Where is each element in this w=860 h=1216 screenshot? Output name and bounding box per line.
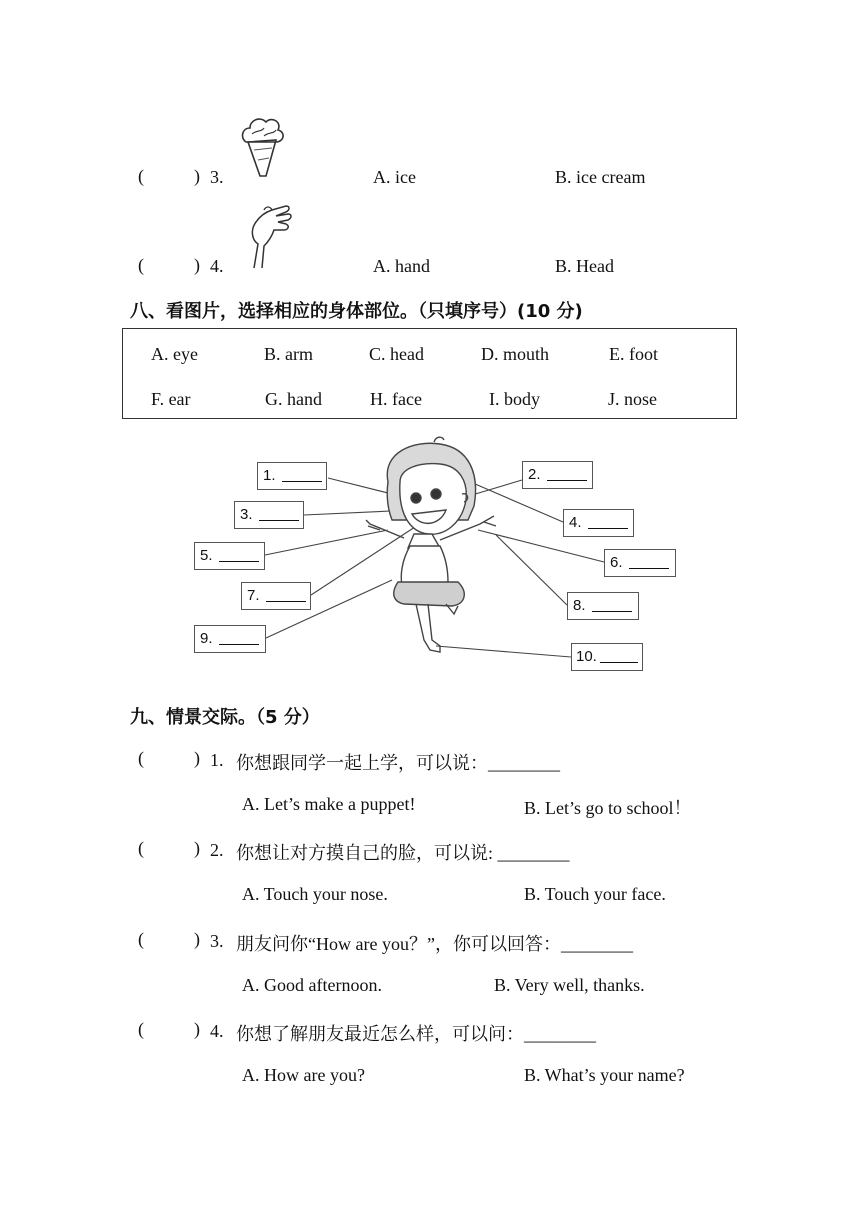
- label-number: 10.: [576, 648, 597, 665]
- answer-blank[interactable]: [588, 528, 628, 529]
- option-a: A. Touch your nose.: [242, 884, 388, 904]
- label-number: 1.: [263, 467, 276, 484]
- question-number: 3.: [210, 931, 224, 951]
- option-b: B. ice cream: [555, 167, 646, 187]
- answer-paren-close: ): [194, 748, 200, 768]
- label-box[interactable]: [563, 509, 634, 537]
- word-bank-box: [122, 328, 737, 419]
- answer-blank[interactable]: [282, 481, 322, 482]
- label-box[interactable]: [604, 549, 676, 577]
- question-text: 朋友问你“How are you？”，你可以回答：________: [236, 934, 633, 954]
- label-box[interactable]: [234, 501, 304, 529]
- label-number: 4.: [569, 514, 582, 531]
- option-a: A. hand: [373, 256, 430, 276]
- question-number: 2.: [210, 840, 224, 860]
- word-option: B. arm: [264, 344, 313, 364]
- answer-blank[interactable]: [266, 601, 306, 602]
- label-box[interactable]: [571, 643, 643, 671]
- word-option: J. nose: [608, 389, 657, 409]
- answer-blank[interactable]: [219, 561, 259, 562]
- word-option: D. mouth: [481, 344, 550, 364]
- word-option: F. ear: [151, 389, 191, 409]
- option-a: A. ice: [373, 167, 416, 187]
- answer-paren-open: (: [138, 838, 144, 858]
- label-box[interactable]: [241, 582, 311, 610]
- label-number: 7.: [247, 587, 260, 604]
- label-number: 5.: [200, 547, 213, 564]
- question-number: 4.: [210, 1021, 224, 1041]
- option-b: B. Very well, thanks.: [494, 975, 645, 995]
- answer-blank[interactable]: [219, 644, 259, 645]
- label-number: 6.: [610, 554, 623, 571]
- answer-blank[interactable]: [629, 568, 669, 569]
- option-b: B. What’s your name?: [524, 1065, 685, 1085]
- option-b: B. Touch your face.: [524, 884, 666, 904]
- answer-paren-close: ): [194, 929, 200, 949]
- answer-paren-open: (: [138, 1019, 144, 1039]
- option-a: A. Good afternoon.: [242, 975, 382, 995]
- question-text: 你想让对方摸自己的脸，可以说: ________: [236, 843, 570, 863]
- word-option: E. foot: [609, 344, 658, 364]
- question-number: 4.: [210, 256, 224, 276]
- label-number: 3.: [240, 506, 253, 523]
- word-option: A. eye: [151, 344, 198, 364]
- answer-blank[interactable]: [600, 662, 638, 663]
- label-box[interactable]: [522, 461, 593, 489]
- option-b: B. Let’s go to school！: [524, 798, 692, 818]
- option-a: A. How are you?: [242, 1065, 365, 1085]
- section-title-part8: 八、看图片，选择相应的身体部位。（只填序号）(10 分): [130, 301, 583, 322]
- label-box[interactable]: [194, 542, 265, 570]
- answer-paren-open: (: [138, 748, 144, 768]
- answer-paren-close: ): [194, 255, 200, 275]
- label-box[interactable]: [567, 592, 639, 620]
- answer-blank[interactable]: [547, 480, 587, 481]
- question-number: 3.: [210, 167, 224, 187]
- option-b: B. Head: [555, 256, 614, 276]
- question-text: 你想了解朋友最近怎么样，可以问：________: [236, 1024, 596, 1044]
- label-box[interactable]: [257, 462, 327, 490]
- word-option: G. hand: [265, 389, 322, 409]
- section-title-part9: 九、情景交际。（5 分）: [130, 707, 320, 728]
- answer-blank[interactable]: [592, 611, 632, 612]
- ice-cream-cone-icon: [236, 112, 288, 180]
- answer-paren-open: (: [138, 166, 144, 186]
- label-number: 9.: [200, 630, 213, 647]
- answer-paren-close: ): [194, 838, 200, 858]
- answer-blank[interactable]: [259, 520, 299, 521]
- label-number: 8.: [573, 597, 586, 614]
- word-option: C. head: [369, 344, 424, 364]
- question-text: 你想跟同学一起上学，可以说：________: [236, 753, 560, 773]
- hand-icon: [236, 200, 296, 272]
- option-a: A. Let’s make a puppet!: [242, 794, 416, 814]
- word-option: H. face: [370, 389, 422, 409]
- answer-paren-close: ): [194, 166, 200, 186]
- answer-paren-close: ): [194, 1019, 200, 1039]
- answer-paren-open: (: [138, 255, 144, 275]
- answer-paren-open: (: [138, 929, 144, 949]
- question-number: 1.: [210, 750, 224, 770]
- label-box[interactable]: [194, 625, 266, 653]
- word-option: I. body: [489, 389, 540, 409]
- label-number: 2.: [528, 466, 541, 483]
